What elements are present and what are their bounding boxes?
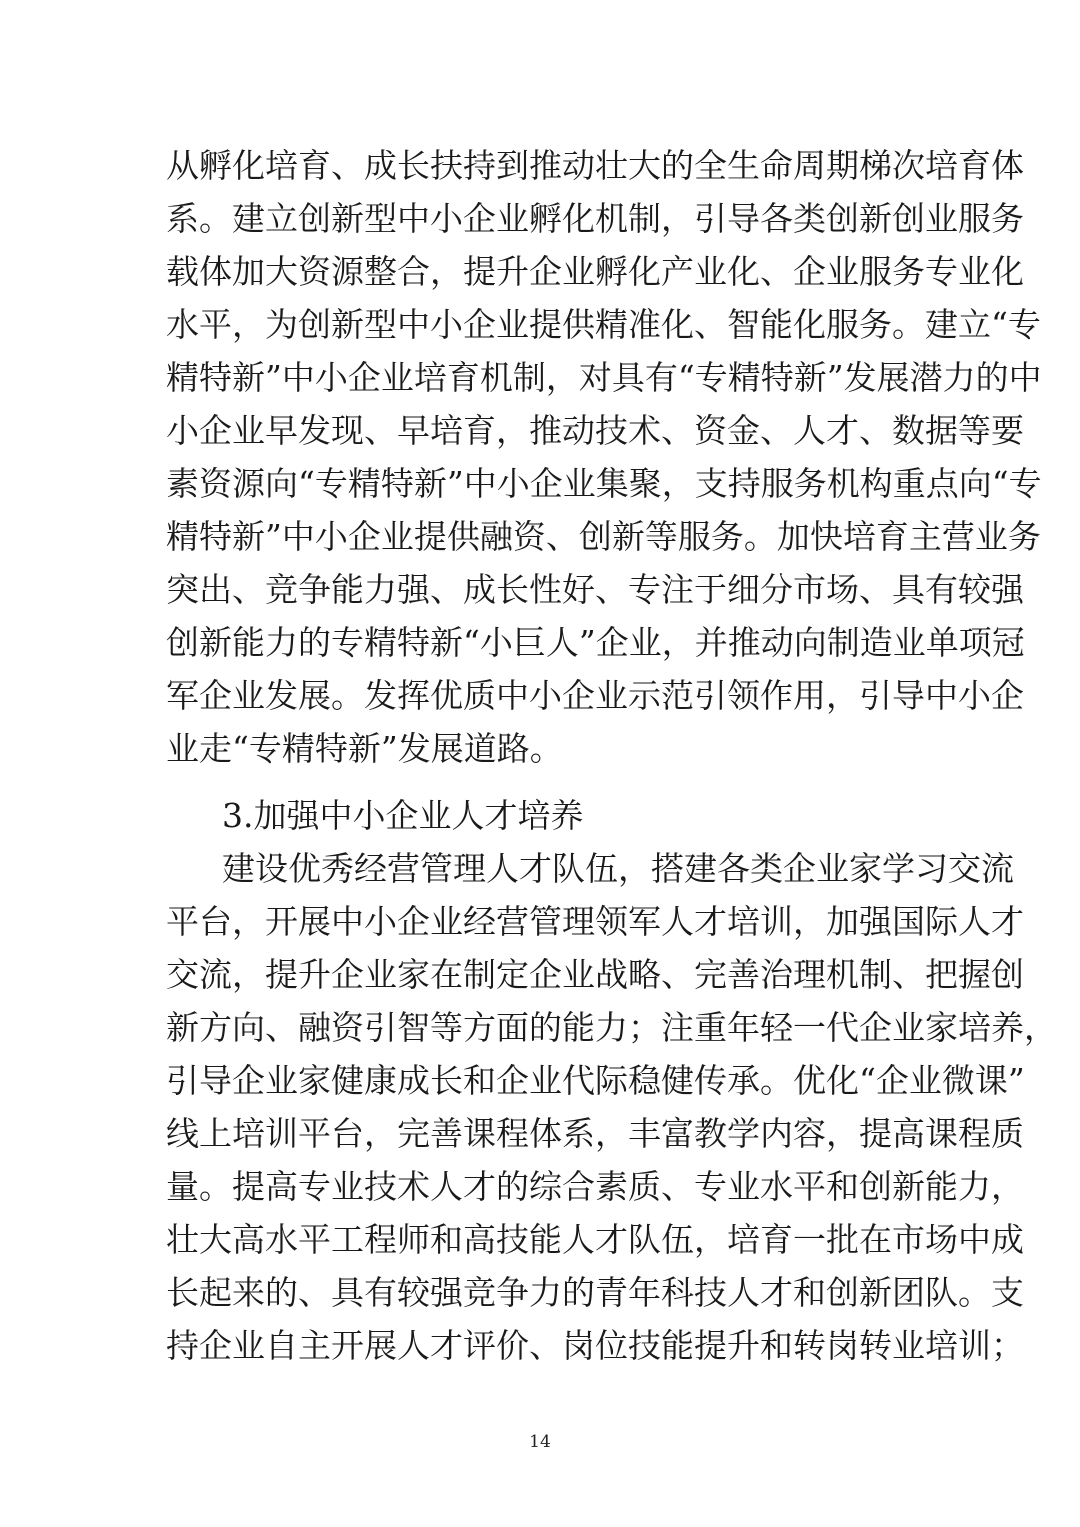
paragraph-line: 精特新”中小企业提供融资、创新等服务。加快培育主营业务 [166, 517, 1041, 556]
paragraph-line: 交流，提升企业家在制定企业战略、完善治理机制、把握创 [166, 955, 1024, 994]
paragraph-line: 量。提高专业技术人才的综合素质、专业水平和创新能力， [166, 1167, 1024, 1206]
paragraph-line: 新方向、融资引智等方面的能力；注重年轻一代企业家培养， [166, 1008, 1057, 1047]
paragraph-line: 壮大高水平工程师和高技能人才队伍，培育一批在市场中成 [166, 1220, 1024, 1259]
paragraph-line: 创新能力的专精特新“小巨人”企业，并推动向制造业单项冠 [166, 623, 1025, 662]
section-heading: 3.加强中小企业人才培养 [222, 796, 584, 835]
paragraph-line: 军企业发展。发挥优质中小企业示范引领作用，引导中小企 [166, 676, 1024, 715]
paragraph-line: 业走“专精特新”发展道路。 [166, 729, 563, 768]
paragraph-line: 平台，开展中小企业经营管理领军人才培训，加强国际人才 [166, 902, 1024, 941]
paragraph-line: 长起来的、具有较强竞争力的青年科技人才和创新团队。支 [166, 1273, 1024, 1312]
paragraph-line: 水平，为创新型中小企业提供精准化、智能化服务。建立“专 [166, 305, 1041, 344]
paragraph-line: 小企业早发现、早培育，推动技术、资金、人才、数据等要 [166, 411, 1024, 450]
paragraph-line: 引导企业家健康成长和企业代际稳健传承。优化“企业微课” [166, 1061, 1025, 1100]
paragraph-line: 持企业自主开展人才评价、岗位技能提升和转岗转业培训； [166, 1326, 1024, 1365]
page-number: 14 [529, 1432, 551, 1452]
paragraph-line: 从孵化培育、成长扶持到推动壮大的全生命周期梯次培育体 [166, 146, 1024, 185]
paragraph-line: 突出、竞争能力强、成长性好、专注于细分市场、具有较强 [166, 570, 1024, 609]
paragraph-line: 建设优秀经营管理人才队伍，搭建各类企业家学习交流 [222, 849, 1014, 888]
paragraph-line: 精特新”中小企业培育机制，对具有“专精特新”发展潜力的中 [166, 358, 1042, 397]
paragraph-line: 线上培训平台，完善课程体系，丰富教学内容，提高课程质 [166, 1114, 1024, 1153]
paragraph-line: 素资源向“专精特新”中小企业集聚，支持服务机构重点向“专 [166, 464, 1042, 503]
paragraph-line: 系。建立创新型中小企业孵化机制，引导各类创新创业服务 [166, 199, 1024, 238]
paragraph-line: 载体加大资源整合，提升企业孵化产业化、企业服务专业化 [166, 252, 1024, 291]
